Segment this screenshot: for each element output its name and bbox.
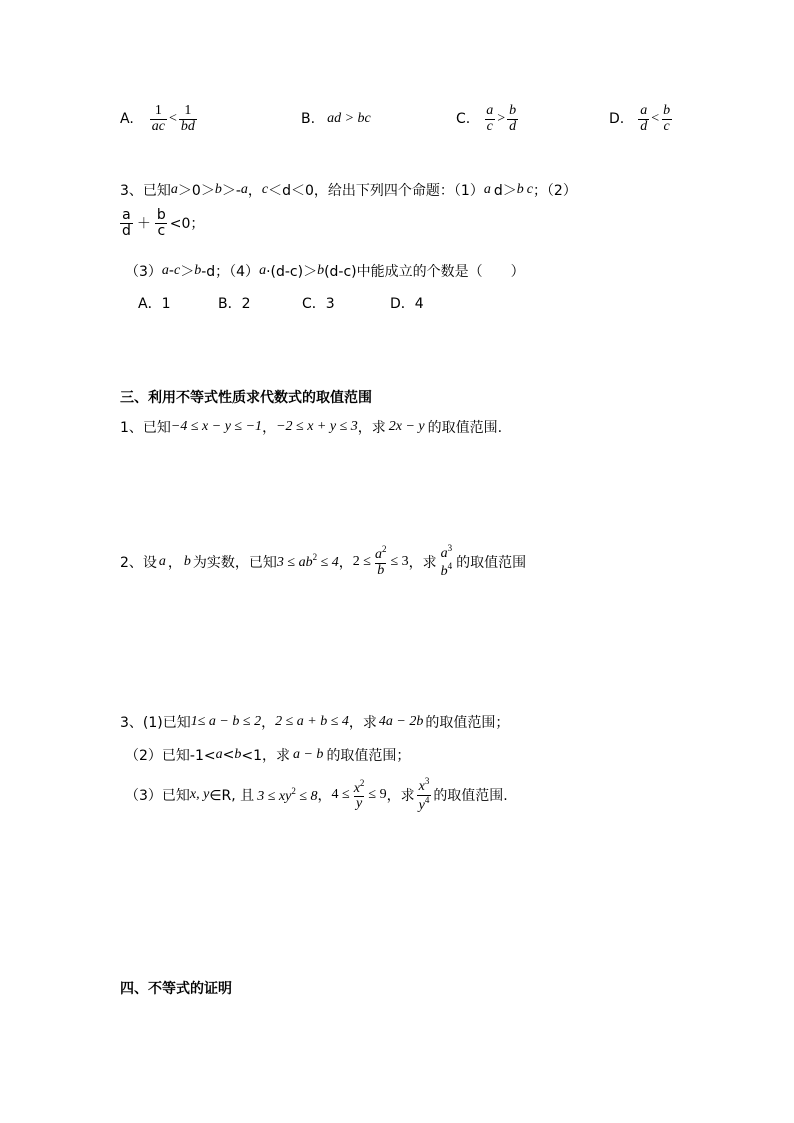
q3-frac-a-d (120, 208, 133, 238)
s3-p3-3-sep: ， (317, 788, 332, 805)
s3-p3-2-var-b: b (234, 747, 242, 762)
s3-problem3-2 (125, 745, 410, 765)
option-a-frac2-den: bd (180, 118, 195, 134)
s3-p2-frac-num-base: a (374, 547, 382, 562)
q3-line3 (125, 261, 525, 281)
s3-p2-frac (373, 545, 389, 578)
option-c-frac1-den: c (486, 118, 493, 134)
q3-prop1-text: d＞ (493, 183, 517, 199)
s3-p2-sep2: ， (338, 554, 353, 571)
s3-problem2 (120, 544, 526, 579)
option-c (456, 100, 520, 138)
s3-p3-2-lt: < (222, 747, 235, 763)
s3-p3-3-prefix: （3）已知 (125, 788, 190, 805)
q3-choices (138, 293, 424, 313)
q3-var-c: c (173, 263, 181, 278)
s3-p1-tail: 的取值范围. (427, 420, 503, 436)
q3-line3-tail: (d-c)中能成立的个数是（ ） (324, 264, 525, 280)
s3-p2-goal-num-base: a (440, 546, 448, 561)
q3-var-a: a (240, 182, 248, 197)
s3-p3-3-goal-den (417, 795, 432, 814)
q3-plus: ＋ (136, 216, 151, 233)
q3-frac-b-c (155, 208, 168, 238)
q3-prop3-label: （3） (125, 264, 162, 280)
q3-frac-num: a (122, 207, 131, 223)
s3-p2-var-a: a (158, 553, 166, 569)
s3-p3-3-goal-num-base: x (418, 779, 425, 794)
option-d-frac1 (638, 104, 649, 134)
option-d-frac2-den: c (663, 118, 670, 134)
option-b-expr: ad > bc (327, 111, 371, 126)
s3-p3-tail: 的取值范围； (425, 715, 510, 731)
q3-var-c: c (261, 182, 269, 197)
q3-var-b: b (317, 263, 325, 278)
q3-frac-den: d (122, 222, 131, 239)
s3-p3-3-goal-den-sup: 4 (424, 794, 430, 805)
s3-p2-goal-num (439, 544, 455, 562)
s3-p2-ineq1-tail: ≤ 4 (317, 555, 339, 571)
q3-gt: ＞ (180, 264, 195, 280)
s3-p2-ineq2-post: ≤ 3 (390, 553, 409, 569)
s3-p3-3-frac-num-sup: 2 (359, 777, 365, 788)
s3-p3-3-mid: ，求 (386, 788, 415, 805)
section4-title: 四、不等式的证明 (120, 981, 232, 997)
option-b-letter: B. (301, 111, 316, 127)
option-a (120, 100, 199, 138)
s3-problem3-1 (120, 712, 509, 732)
q3-choice-c: C．3 (302, 296, 335, 312)
s3-p1-ineq1: −4 ≤ x − y ≤ −1 (170, 419, 263, 434)
q3-cond-text: ＞0＞ (177, 183, 215, 199)
s3-p3-3-frac-num-base: x (353, 780, 360, 796)
option-d-letter: D. (609, 111, 625, 127)
option-c-frac2-num: b (509, 102, 517, 118)
q3-var-b: b (214, 182, 222, 197)
s3-p3-expr: 4a − 2b (378, 714, 424, 729)
s3-p2-frac-num-sup: 2 (381, 544, 387, 554)
option-d-frac2-num: b (663, 102, 671, 118)
q2-options-row (120, 100, 680, 138)
s3-p3-3-pre2: 4 ≤ (331, 787, 350, 803)
q3-cond-text: ＜d＜0，给出下列四个命题：（1） (268, 183, 484, 199)
option-d-op: < (651, 111, 660, 126)
q3-line2 (118, 208, 204, 238)
s3-p1-ineq2: −2 ≤ x + y ≤ 3 (276, 419, 358, 434)
s3-p3-3-ineq1-tail: ≤ 8 (295, 788, 318, 804)
s3-p3-3-ineq1-main: 3 ≤ xy (257, 788, 292, 804)
s3-p2-frac-den: b (377, 562, 385, 578)
q3-minus: - (168, 263, 174, 279)
q3-frac-num: b (156, 207, 166, 223)
q3-line1 (120, 180, 577, 200)
s3-p2-goal-den-sup: 4 (447, 560, 453, 571)
s3-p3-3-goal-den-base: y (418, 797, 425, 813)
s3-p3-3-post2: ≤ 9 (368, 787, 387, 803)
option-c-frac2 (507, 104, 518, 134)
q3-var-b: b (516, 182, 524, 197)
option-a-frac1-den: ac (151, 118, 165, 134)
q3-prop4-label: -d；（4） (201, 264, 260, 280)
s3-p3-2-mid: <1，求 (241, 748, 290, 764)
s3-p2-ineq1-sup: 2 (312, 552, 318, 563)
q3-var-a: a (170, 182, 178, 197)
option-a-frac1 (150, 104, 167, 134)
s3-p1-expr: 2x − y (388, 419, 425, 434)
s3-p3-3-ineq1 (257, 786, 317, 805)
s3-p1-sep: ， (262, 420, 277, 436)
option-d-frac2 (661, 104, 672, 134)
q3-frac-den: c (157, 222, 166, 239)
q3-choice-a: A．1 (138, 296, 171, 312)
s3-p2-prefix: 2、设 (120, 554, 157, 571)
q3-prefix: 3、已知 (120, 183, 171, 199)
s3-p2-ineq1 (277, 552, 339, 571)
q3-cond-text: ＞- (221, 183, 241, 199)
s3-p3-prefix: 3、(1)已知 (120, 715, 191, 731)
option-c-frac1-num: a (486, 102, 494, 118)
s3-p3-2-tail: 的取值范围； (326, 748, 411, 764)
s3-p3-2-var-a: a (215, 747, 223, 762)
s3-p3-3-in: ∈R, 且 (209, 788, 255, 805)
q3-var-a: a (483, 182, 491, 197)
s3-p3-3-frac-den: y (355, 796, 363, 812)
s3-p3-ineq1: 1≤ a − b ≤ 2 (190, 714, 262, 729)
s3-p2-ineq1-main: 3 ≤ ab (276, 555, 313, 571)
s3-p2-goal-num-sup: 3 (447, 543, 453, 553)
s3-p3-3-frac-num (352, 779, 367, 797)
s3-p1-prefix: 1、已知 (120, 420, 171, 436)
option-a-letter: A. (120, 111, 134, 127)
option-a-op: < (169, 111, 177, 126)
s3-p2-var-b: b (183, 553, 191, 569)
s3-problem3-3 (125, 777, 508, 813)
s3-p2-goal-den (439, 562, 455, 580)
option-d-frac1-num: a (640, 102, 648, 118)
option-a-frac1-num: 1 (154, 102, 162, 118)
q3-prop4-text: ·(d-c)＞ (266, 264, 318, 280)
s3-p3-3-goal-num (417, 777, 432, 795)
s3-p1-mid: ，求 (357, 420, 386, 436)
q3-var-c: c (526, 182, 533, 197)
option-d (609, 100, 674, 138)
s3-p3-3-ineq1-sup: 2 (291, 785, 296, 796)
q3-choice-d: D．4 (390, 296, 424, 312)
q3-var-a: a (259, 263, 267, 278)
option-d-frac1-den: d (640, 118, 648, 134)
s3-p3-3-frac (352, 779, 367, 812)
option-c-letter: C. (456, 111, 471, 127)
s3-p2-tail: 的取值范围 (456, 554, 527, 571)
s3-p3-sep: ， (261, 715, 276, 731)
option-c-frac2-den: d (509, 118, 517, 134)
s3-p3-mid: ，求 (348, 715, 377, 731)
q3-var-a: a (161, 263, 169, 278)
option-a-frac2 (179, 104, 197, 134)
section3-title: 三、利用不等式性质求代数式的取值范围 (120, 390, 372, 406)
q3-line2-tail: <0； (169, 216, 205, 233)
option-b (301, 100, 371, 138)
s3-p3-3-goal-frac (417, 777, 432, 813)
q3-prop2-label: ；（2） (532, 183, 577, 199)
s3-p3-2-prefix: （2）已知-1< (125, 748, 216, 764)
s3-p2-mid: 为实数，已知 (192, 554, 277, 571)
option-c-op: > (497, 111, 506, 126)
s3-p3-3-tail: 的取值范围. (433, 788, 508, 805)
option-a-frac2-num: 1 (184, 102, 192, 118)
s3-p2-goal-frac (439, 544, 455, 579)
option-c-frac1 (484, 104, 495, 134)
s3-p2-mid2: ，求 (408, 554, 437, 571)
s3-problem1 (120, 417, 502, 437)
q3-var-b: b (194, 263, 202, 278)
s3-p3-ineq2: 2 ≤ a + b ≤ 4 (275, 714, 349, 729)
s3-p2-frac-num (373, 545, 389, 563)
s3-p3-3-vars: x, y (189, 787, 210, 803)
s3-p3-3-goal-num-sup: 3 (424, 776, 430, 786)
s3-p2-sep: ， (167, 554, 182, 571)
q3-choice-b: B．2 (218, 296, 251, 312)
s3-p3-2-expr: a − b (292, 747, 324, 762)
q3-comma: ， (247, 183, 262, 199)
s3-p2-goal-den-base: b (440, 563, 448, 579)
s3-p2-ineq2-pre: 2 ≤ (352, 553, 371, 569)
